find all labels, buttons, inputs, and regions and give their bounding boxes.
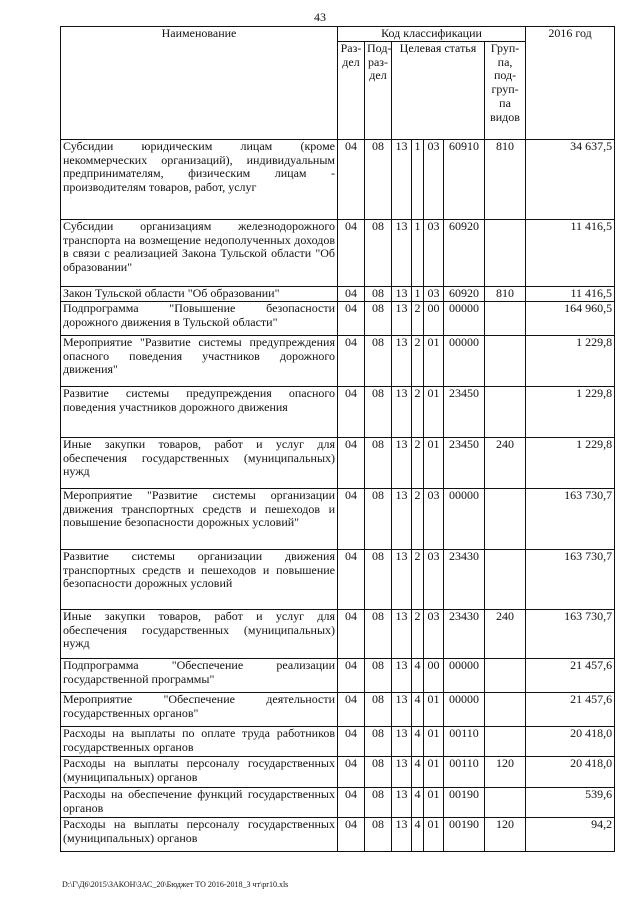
row-target-event: 03 — [424, 139, 444, 219]
header-code: Код классификации — [338, 27, 526, 42]
header-razdel: Раз-дел — [338, 41, 365, 139]
row-name: Подпрограмма "Повышение безопасности дорожного движения в Тульской области" — [61, 301, 338, 335]
row-expense-type: 810 — [485, 139, 526, 219]
header-podrazdel: Под-раз-дел — [365, 41, 392, 139]
row-expense-type: 120 — [485, 817, 526, 851]
row-podrazdel: 08 — [365, 139, 392, 219]
row-amount: 11 416,5 — [526, 219, 615, 286]
row-target-event: 01 — [424, 817, 444, 851]
table-row — [61, 286, 615, 301]
row-podrazdel: 08 — [365, 658, 392, 692]
row-name: Подпрограмма "Обеспечение реализации государственной программы" — [61, 658, 338, 692]
row-amount: 21 457,6 — [526, 658, 615, 692]
row-podrazdel: 08 — [365, 756, 392, 787]
row-target-direction: 23430 — [444, 549, 485, 609]
row-target-direction: 60920 — [444, 219, 485, 286]
row-podrazdel: 08 — [365, 787, 392, 817]
row-target-program: 13 — [392, 286, 412, 301]
row-target-program: 13 — [392, 549, 412, 609]
row-target-direction: 00000 — [444, 488, 485, 549]
row-razdel: 04 — [338, 286, 365, 301]
row-amount: 1 229,8 — [526, 335, 615, 386]
row-target-subprogram: 2 — [412, 335, 424, 386]
row-target-subprogram: 1 — [412, 286, 424, 301]
row-name: Иные закупки товаров, работ и услуг для обеспечения государственных (муниципальных) нужд — [61, 609, 338, 658]
row-target-program: 13 — [392, 386, 412, 437]
row-target-direction: 00000 — [444, 692, 485, 726]
row-target-direction: 60920 — [444, 286, 485, 301]
row-razdel: 04 — [338, 787, 365, 817]
row-expense-type — [485, 301, 526, 335]
row-target-program: 13 — [392, 787, 412, 817]
row-target-direction: 00110 — [444, 756, 485, 787]
row-name: Развитие системы организации движения транспортных средств и пешеходов и повышение безопасности дорожных условий — [61, 549, 338, 609]
row-podrazdel: 08 — [365, 437, 392, 488]
row-target-event: 03 — [424, 609, 444, 658]
row-name: Расходы на выплаты персоналу государственных (муниципальных) органов — [61, 756, 338, 787]
row-amount: 11 416,5 — [526, 286, 615, 301]
row-target-subprogram: 4 — [412, 787, 424, 817]
row-razdel: 04 — [338, 219, 365, 286]
row-target-program: 13 — [392, 301, 412, 335]
row-expense-type — [485, 549, 526, 609]
row-target-event: 01 — [424, 756, 444, 787]
row-amount: 21 457,6 — [526, 692, 615, 726]
row-podrazdel: 08 — [365, 219, 392, 286]
row-expense-type — [485, 488, 526, 549]
row-amount: 20 418,0 — [526, 726, 615, 756]
row-name: Мероприятие "Обеспечение деятельности государственных органов" — [61, 692, 338, 726]
row-target-direction: 00000 — [444, 658, 485, 692]
row-target-program: 13 — [392, 335, 412, 386]
row-podrazdel: 08 — [365, 817, 392, 851]
row-target-direction: 00190 — [444, 817, 485, 851]
row-target-event: 03 — [424, 488, 444, 549]
file-path-footer: D:\Г\Д6\2015\ЗАКОН\ЗАС_20\Бюджет ТО 2016-2018_3 чт\pr10.xls — [62, 880, 289, 889]
row-podrazdel: 08 — [365, 549, 392, 609]
row-razdel: 04 — [338, 335, 365, 386]
row-expense-type — [485, 787, 526, 817]
row-amount: 539,6 — [526, 787, 615, 817]
row-podrazdel: 08 — [365, 726, 392, 756]
row-name: Иные закупки товаров, работ и услуг для обеспечения государственных (муниципальных) нужд — [61, 437, 338, 488]
row-podrazdel: 08 — [365, 386, 392, 437]
row-podrazdel: 08 — [365, 692, 392, 726]
row-expense-type: 810 — [485, 286, 526, 301]
table-row — [61, 756, 615, 787]
row-name: Расходы на выплаты по оплате труда работников государственных органов — [61, 726, 338, 756]
row-target-event: 01 — [424, 437, 444, 488]
row-amount: 163 730,7 — [526, 488, 615, 549]
row-target-program: 13 — [392, 437, 412, 488]
header-target: Целевая статья — [392, 41, 485, 139]
row-amount: 163 730,7 — [526, 549, 615, 609]
row-target-direction: 00000 — [444, 301, 485, 335]
row-razdel: 04 — [338, 692, 365, 726]
row-razdel: 04 — [338, 437, 365, 488]
row-razdel: 04 — [338, 756, 365, 787]
table-row — [61, 386, 615, 437]
row-target-program: 13 — [392, 726, 412, 756]
row-target-event: 00 — [424, 658, 444, 692]
row-razdel: 04 — [338, 488, 365, 549]
row-name: Субсидии юридическим лицам (кроме некоммерческих организаций), индивидуальным предпринимателям, физическим лицам - производителям товаров, работ, услуг — [61, 139, 338, 219]
table-row — [61, 488, 615, 549]
row-name: Мероприятие "Развитие системы предупреждения опасного поведения участников дорожного движения" — [61, 335, 338, 386]
row-razdel: 04 — [338, 658, 365, 692]
header-group: Груп-па, под-груп-па видов — [485, 41, 526, 139]
row-target-program: 13 — [392, 658, 412, 692]
row-name: Расходы на обеспечение функций государственных органов — [61, 787, 338, 817]
table-row — [61, 139, 615, 219]
row-target-program: 13 — [392, 609, 412, 658]
header-year: 2016 год — [526, 27, 615, 140]
table-row — [61, 335, 615, 386]
row-amount: 163 730,7 — [526, 609, 615, 658]
table-row — [61, 609, 615, 658]
row-target-event: 03 — [424, 219, 444, 286]
row-amount: 1 229,8 — [526, 386, 615, 437]
table-body — [61, 139, 615, 851]
header-name: Наименование — [61, 27, 338, 140]
row-target-direction: 23450 — [444, 386, 485, 437]
row-target-event: 01 — [424, 726, 444, 756]
table-row — [61, 787, 615, 817]
row-expense-type — [485, 219, 526, 286]
row-name: Субсидии организациям железнодорожного транспорта на возмещение недополученных доходов в связи с реализацией Закона Тульской области "Об образовании" — [61, 219, 338, 286]
row-target-direction: 00190 — [444, 787, 485, 817]
row-expense-type: 240 — [485, 609, 526, 658]
row-target-program: 13 — [392, 139, 412, 219]
row-target-subprogram: 4 — [412, 726, 424, 756]
row-target-direction: 00000 — [444, 335, 485, 386]
row-podrazdel: 08 — [365, 488, 392, 549]
row-amount: 1 229,8 — [526, 437, 615, 488]
row-target-event: 01 — [424, 386, 444, 437]
row-target-subprogram: 2 — [412, 437, 424, 488]
row-expense-type — [485, 692, 526, 726]
row-target-subprogram: 2 — [412, 301, 424, 335]
row-razdel: 04 — [338, 549, 365, 609]
row-razdel: 04 — [338, 301, 365, 335]
row-name: Закон Тульской области "Об образовании" — [61, 286, 338, 301]
row-amount: 34 637,5 — [526, 139, 615, 219]
table-row — [61, 692, 615, 726]
table-row — [61, 658, 615, 692]
row-razdel: 04 — [338, 609, 365, 658]
row-target-subprogram: 1 — [412, 219, 424, 286]
table-row — [61, 219, 615, 286]
row-razdel: 04 — [338, 726, 365, 756]
row-amount: 94,2 — [526, 817, 615, 851]
row-name: Расходы на выплаты персоналу государственных (муниципальных) органов — [61, 817, 338, 851]
row-podrazdel: 08 — [365, 301, 392, 335]
row-target-event: 00 — [424, 301, 444, 335]
row-razdel: 04 — [338, 817, 365, 851]
row-expense-type — [485, 726, 526, 756]
row-target-program: 13 — [392, 219, 412, 286]
row-target-subprogram: 1 — [412, 139, 424, 219]
row-target-event: 01 — [424, 787, 444, 817]
row-expense-type — [485, 386, 526, 437]
row-podrazdel: 08 — [365, 335, 392, 386]
row-target-program: 13 — [392, 756, 412, 787]
row-target-subprogram: 4 — [412, 817, 424, 851]
row-target-program: 13 — [392, 817, 412, 851]
row-target-direction: 00110 — [444, 726, 485, 756]
table-row — [61, 817, 615, 851]
row-target-subprogram: 4 — [412, 756, 424, 787]
row-target-subprogram: 2 — [412, 488, 424, 549]
row-target-event: 03 — [424, 286, 444, 301]
row-name: Развитие системы предупреждения опасного поведения участников дорожного движения — [61, 386, 338, 437]
row-target-direction: 23430 — [444, 609, 485, 658]
row-name: Мероприятие "Развитие системы организации движения транспортных средств и пешеходов и повышение безопасности дорожных условий" — [61, 488, 338, 549]
row-amount: 164 960,5 — [526, 301, 615, 335]
row-target-program: 13 — [392, 488, 412, 549]
row-expense-type: 240 — [485, 437, 526, 488]
row-target-event: 01 — [424, 335, 444, 386]
budget-table — [60, 26, 615, 852]
row-podrazdel: 08 — [365, 286, 392, 301]
row-target-event: 03 — [424, 549, 444, 609]
row-target-direction: 60910 — [444, 139, 485, 219]
row-target-direction: 23450 — [444, 437, 485, 488]
table-row — [61, 549, 615, 609]
row-amount: 20 418,0 — [526, 756, 615, 787]
row-razdel: 04 — [338, 139, 365, 219]
row-target-subprogram: 2 — [412, 549, 424, 609]
table-row — [61, 726, 615, 756]
table-row — [61, 437, 615, 488]
row-target-subprogram: 2 — [412, 386, 424, 437]
row-expense-type — [485, 335, 526, 386]
table-row — [61, 301, 615, 335]
row-expense-type: 120 — [485, 756, 526, 787]
row-podrazdel: 08 — [365, 609, 392, 658]
row-expense-type — [485, 658, 526, 692]
row-target-subprogram: 2 — [412, 609, 424, 658]
page-number: 43 — [314, 10, 326, 24]
row-target-event: 01 — [424, 692, 444, 726]
row-razdel: 04 — [338, 386, 365, 437]
row-target-program: 13 — [392, 692, 412, 726]
row-target-subprogram: 4 — [412, 692, 424, 726]
row-target-subprogram: 4 — [412, 658, 424, 692]
